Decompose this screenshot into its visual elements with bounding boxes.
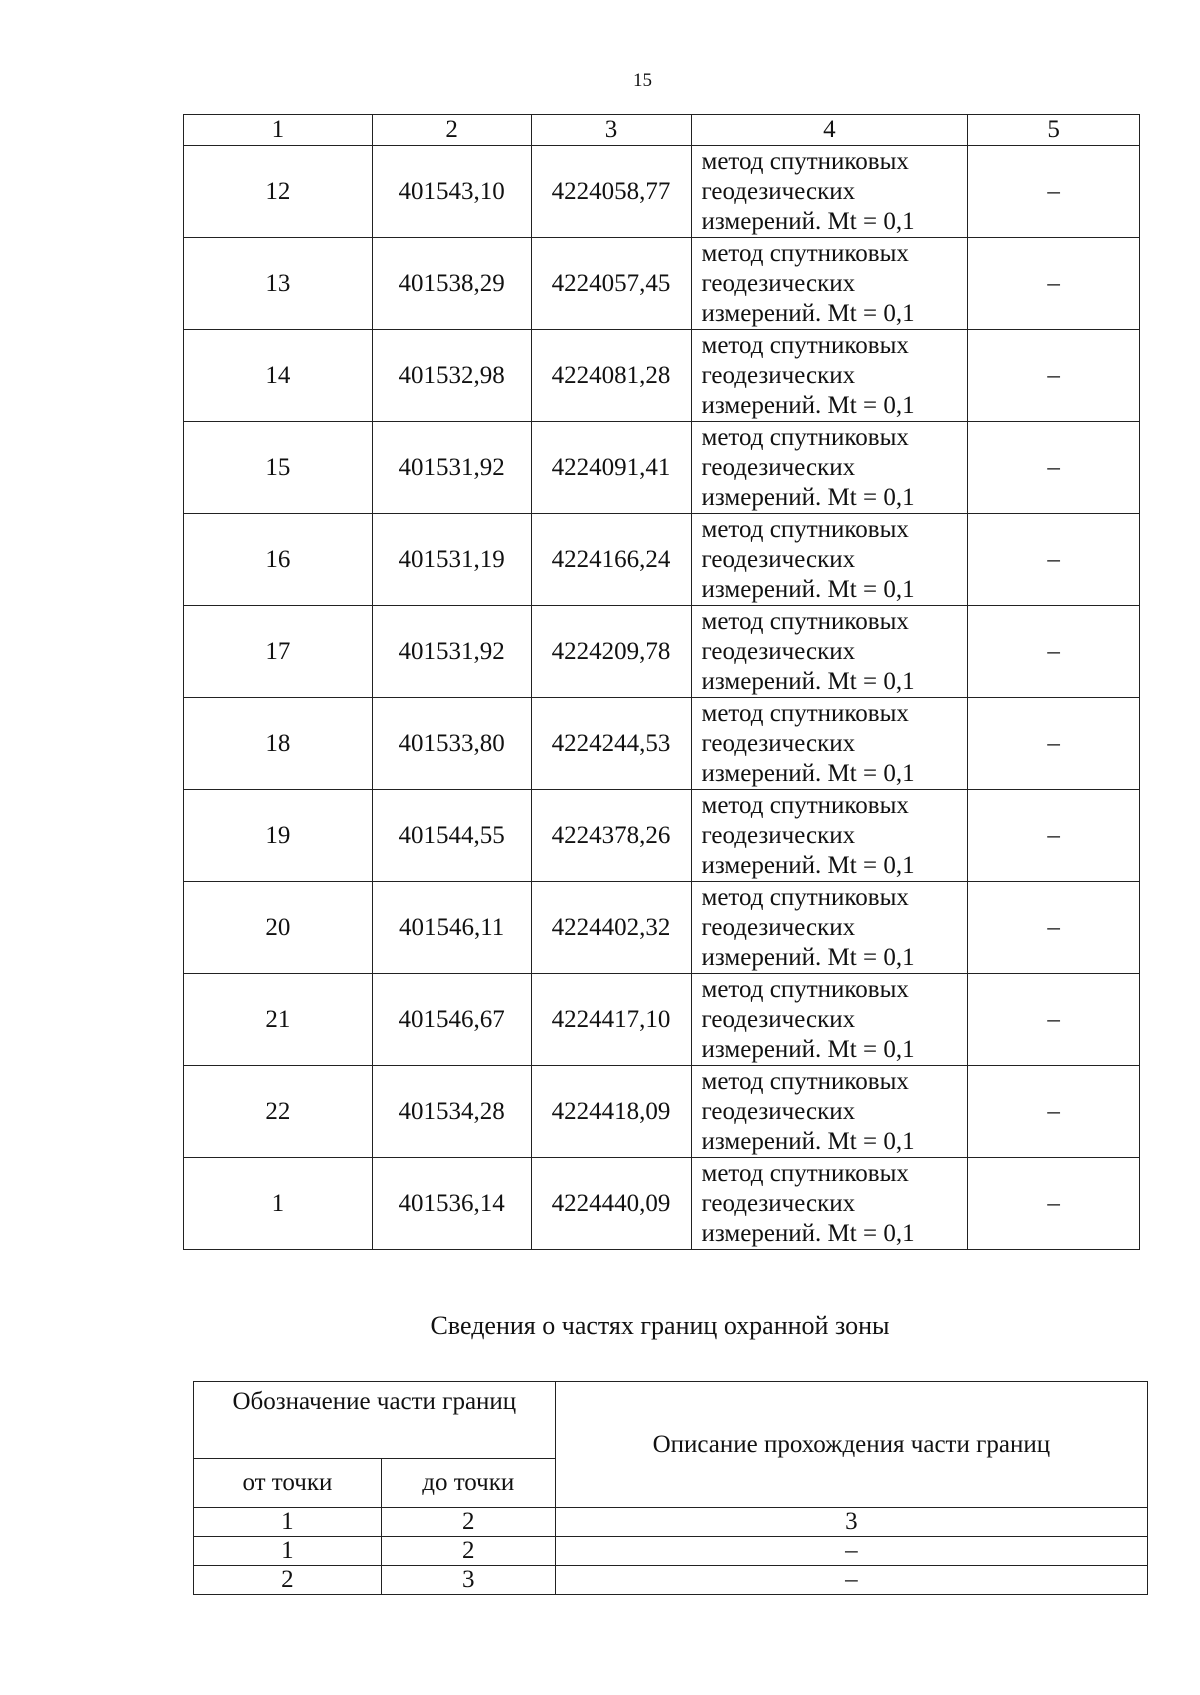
note-cell: – [968, 606, 1140, 698]
method-line: измерений. Mt = 0,1 [701, 299, 915, 327]
y-coordinate-cell: 4224440,09 [531, 1158, 691, 1250]
from-point-cell: 2 [194, 1566, 382, 1595]
coordinates-header-row [184, 115, 1140, 146]
point-number-cell: 1 [184, 1158, 373, 1250]
method-cell [691, 422, 968, 514]
table-row [194, 1537, 1148, 1566]
method-line: метод спутниковых [701, 423, 909, 451]
point-number-cell: 13 [184, 238, 373, 330]
table-row [184, 698, 1140, 790]
method-line: измерений. Mt = 0,1 [701, 391, 915, 419]
method-line: измерений. Mt = 0,1 [701, 667, 915, 695]
column-header: 4 [691, 115, 968, 146]
method-line: метод спутниковых [701, 607, 909, 635]
method-cell [691, 974, 968, 1066]
table-row [184, 882, 1140, 974]
method-line: геодезических [701, 729, 856, 757]
y-coordinate-cell: 4224378,26 [531, 790, 691, 882]
method-line: геодезических [701, 361, 856, 389]
x-coordinate-cell: 401531,19 [372, 514, 531, 606]
point-number-cell: 21 [184, 974, 373, 1066]
note-cell: – [968, 514, 1140, 606]
method-line: измерений. Mt = 0,1 [701, 207, 915, 235]
method-cell [691, 514, 968, 606]
note-cell: – [968, 146, 1140, 238]
note-cell: – [968, 974, 1140, 1066]
table-row [184, 422, 1140, 514]
method-line: измерений. Mt = 0,1 [701, 759, 915, 787]
table-row [194, 1566, 1148, 1595]
table-row [184, 974, 1140, 1066]
section-title: Сведения о частях границ охранной зоны [430, 1311, 890, 1340]
method-line: геодезических [701, 1189, 856, 1217]
note-cell: – [968, 790, 1140, 882]
method-cell [691, 330, 968, 422]
description-header: Описание прохождения части границ [555, 1382, 1147, 1508]
column-header: 3 [531, 115, 691, 146]
method-cell [691, 790, 968, 882]
note-cell: – [968, 1158, 1140, 1250]
y-coordinate-cell: 4224402,32 [531, 882, 691, 974]
x-coordinate-cell: 401532,98 [372, 330, 531, 422]
table-row [184, 1158, 1140, 1250]
method-line: метод спутниковых [701, 239, 909, 267]
description-cell: 3 [555, 1508, 1147, 1537]
to-point-cell: 2 [381, 1537, 555, 1566]
method-cell [691, 1158, 968, 1250]
method-line: метод спутниковых [701, 791, 909, 819]
x-coordinate-cell: 401531,92 [372, 606, 531, 698]
point-number-cell: 19 [184, 790, 373, 882]
method-line: геодезических [701, 177, 856, 205]
from-point-cell: 1 [194, 1508, 382, 1537]
y-coordinate-cell: 4224091,41 [531, 422, 691, 514]
method-line: геодезических [701, 453, 856, 481]
method-cell [691, 698, 968, 790]
method-line: измерений. Mt = 0,1 [701, 1127, 915, 1155]
table-row [184, 514, 1140, 606]
coordinates-table [183, 114, 1140, 1250]
y-coordinate-cell: 4224058,77 [531, 146, 691, 238]
method-line: геодезических [701, 269, 856, 297]
table-row [184, 790, 1140, 882]
table-row [184, 330, 1140, 422]
method-cell [691, 882, 968, 974]
from-point-header: от точки [194, 1459, 382, 1508]
point-number-cell: 17 [184, 606, 373, 698]
point-number-cell: 18 [184, 698, 373, 790]
method-line: метод спутниковых [701, 331, 909, 359]
to-point-cell: 3 [381, 1566, 555, 1595]
to-point-header: до точки [381, 1459, 555, 1508]
method-line: геодезических [701, 1097, 856, 1125]
point-number-cell: 12 [184, 146, 373, 238]
method-line: метод спутниковых [701, 883, 909, 911]
column-header: 1 [184, 115, 373, 146]
x-coordinate-cell: 401546,67 [372, 974, 531, 1066]
note-cell: – [968, 1066, 1140, 1158]
x-coordinate-cell: 401533,80 [372, 698, 531, 790]
method-line: метод спутниковых [701, 515, 909, 543]
table-row [194, 1508, 1148, 1537]
page-number: 15 [633, 70, 652, 91]
method-cell [691, 238, 968, 330]
column-header: 2 [372, 115, 531, 146]
designation-header: Обозначение части границ [194, 1382, 556, 1459]
note-cell: – [968, 698, 1140, 790]
from-point-cell: 1 [194, 1537, 382, 1566]
method-cell [691, 606, 968, 698]
method-line: метод спутниковых [701, 1067, 909, 1095]
table-row [184, 606, 1140, 698]
x-coordinate-cell: 401538,29 [372, 238, 531, 330]
method-cell [691, 1066, 968, 1158]
y-coordinate-cell: 4224244,53 [531, 698, 691, 790]
point-number-cell: 15 [184, 422, 373, 514]
point-number-cell: 16 [184, 514, 373, 606]
y-coordinate-cell: 4224209,78 [531, 606, 691, 698]
method-line: измерений. Mt = 0,1 [701, 851, 915, 879]
table-row [184, 238, 1140, 330]
method-line: измерений. Mt = 0,1 [701, 943, 915, 971]
method-line: измерений. Mt = 0,1 [701, 1219, 915, 1247]
table-row [184, 1066, 1140, 1158]
y-coordinate-cell: 4224057,45 [531, 238, 691, 330]
point-number-cell: 22 [184, 1066, 373, 1158]
y-coordinate-cell: 4224417,10 [531, 974, 691, 1066]
note-cell: – [968, 422, 1140, 514]
description-cell: – [555, 1537, 1147, 1566]
description-cell: – [555, 1566, 1147, 1595]
x-coordinate-cell: 401536,14 [372, 1158, 531, 1250]
y-coordinate-cell: 4224081,28 [531, 330, 691, 422]
method-line: геодезических [701, 1005, 856, 1033]
method-line: геодезических [701, 821, 856, 849]
x-coordinate-cell: 401546,11 [372, 882, 531, 974]
boundary-parts-table [193, 1381, 1148, 1595]
method-line: измерений. Mt = 0,1 [701, 1035, 915, 1063]
point-number-cell: 20 [184, 882, 373, 974]
table-row [184, 146, 1140, 238]
method-line: геодезических [701, 637, 856, 665]
x-coordinate-cell: 401534,28 [372, 1066, 531, 1158]
y-coordinate-cell: 4224418,09 [531, 1066, 691, 1158]
method-line: измерений. Mt = 0,1 [701, 575, 915, 603]
x-coordinate-cell: 401531,92 [372, 422, 531, 514]
method-line: метод спутниковых [701, 975, 909, 1003]
method-cell [691, 146, 968, 238]
point-number-cell: 14 [184, 330, 373, 422]
method-line: измерений. Mt = 0,1 [701, 483, 915, 511]
method-line: метод спутниковых [701, 1159, 909, 1187]
method-line: метод спутниковых [701, 147, 909, 175]
method-line: геодезических [701, 913, 856, 941]
y-coordinate-cell: 4224166,24 [531, 514, 691, 606]
column-header: 5 [968, 115, 1140, 146]
method-line: геодезических [701, 545, 856, 573]
to-point-cell: 2 [381, 1508, 555, 1537]
method-line: метод спутниковых [701, 699, 909, 727]
note-cell: – [968, 238, 1140, 330]
x-coordinate-cell: 401543,10 [372, 146, 531, 238]
note-cell: – [968, 882, 1140, 974]
parts-header-row [194, 1382, 1148, 1459]
x-coordinate-cell: 401544,55 [372, 790, 531, 882]
note-cell: – [968, 330, 1140, 422]
